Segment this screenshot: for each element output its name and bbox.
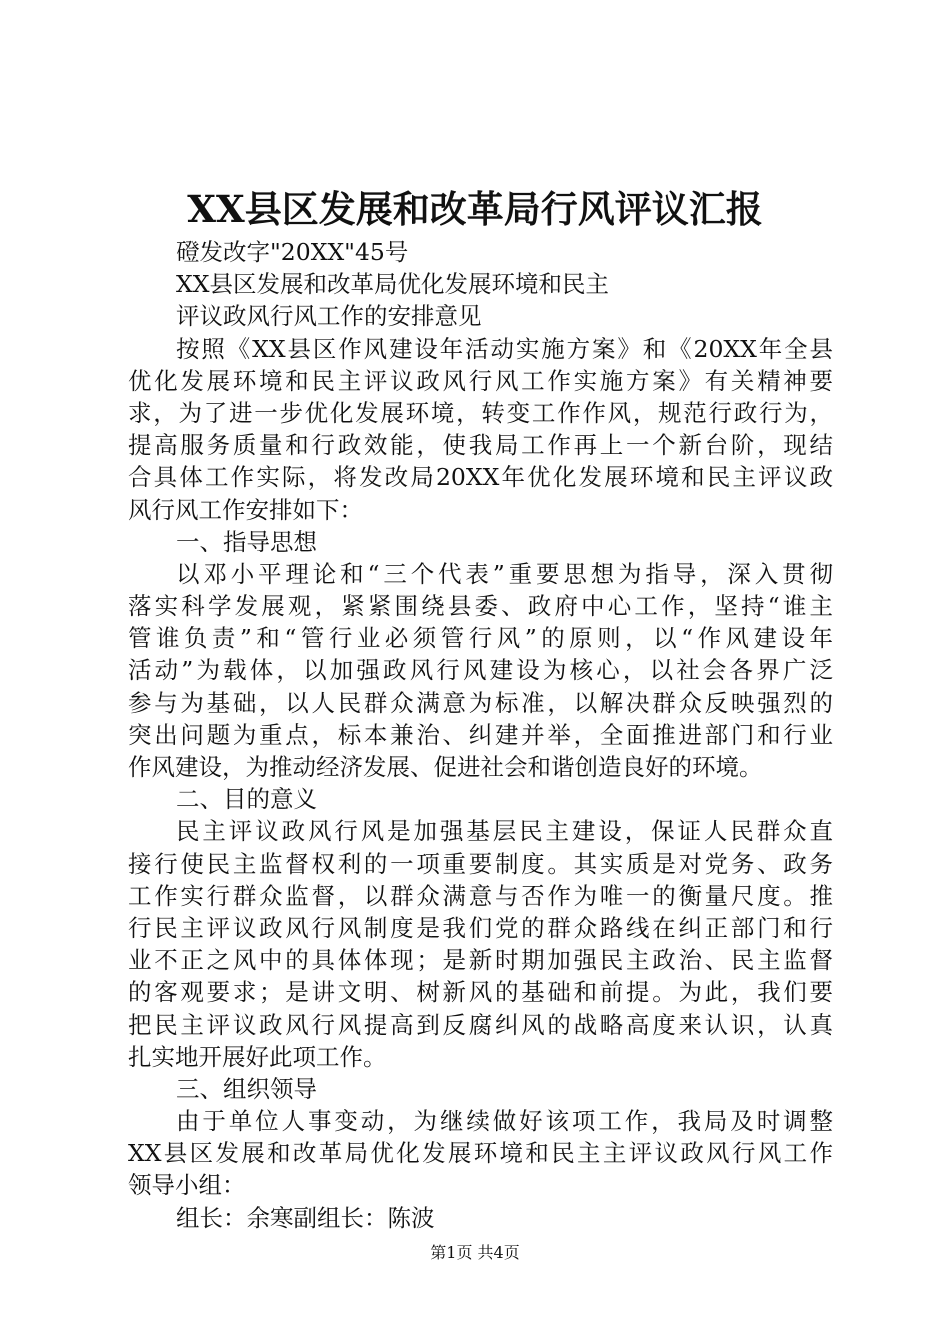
document-number: 磴发改字"20XX"45号 — [176, 238, 409, 266]
paragraph-line: 的客观要求；是讲文明、树新风的基础和前提。为此，我们要 — [128, 978, 833, 1007]
paragraph-line: 工作实行群众监督，以群众满意与否作为唯一的衡量尺度。推 — [128, 881, 833, 910]
leadership-line: 组长：余寒副组长：陈波 — [176, 1203, 435, 1232]
paragraph-line: 民主评议政风行风是加强基层民主建设，保证人民群众直 — [176, 817, 833, 846]
paragraph-line: 风行风工作安排如下： — [128, 495, 363, 524]
paragraph-line: 活动”为载体，以加强政风行风建设为核心，以社会各界广泛 — [128, 656, 833, 685]
page-footer: 第1页 共4页 — [430, 1243, 520, 1262]
document-title: XX县区发展和改革局行风评议汇报 — [187, 187, 763, 231]
paragraph-line: XX县区发展和改革局优化发展环境和民主主评议政风行风工作 — [128, 1139, 833, 1168]
paragraph-line: 提高服务质量和行政效能，使我局工作再上一个新台阶，现结 — [128, 431, 833, 460]
paragraph-line: 优化发展环境和民主评议政风行风工作实施方案》有关精神要 — [128, 366, 833, 395]
paragraph-line: 落实科学发展观，紧紧围绕县委、政府中心工作，坚持“谁主 — [128, 592, 833, 621]
section-heading: 一、指导思想 — [176, 527, 317, 556]
paragraph-line: 扎实地开展好此项工作。 — [128, 1042, 387, 1071]
subtitle-line-2: 评议政风行风工作的安排意见 — [176, 302, 482, 331]
document-body — [128, 236, 833, 1234]
section-heading: 三、组织领导 — [176, 1074, 317, 1103]
paragraph-line: 管谁负责”和“管行业必须管行风”的原则，以“作风建设年 — [128, 624, 833, 653]
paragraph-line: 由于单位人事变动，为继续做好该项工作，我局及时调整 — [176, 1107, 833, 1136]
paragraph-line: 业不正之风中的具体体现；是新时期加强民主政治、民主监督 — [128, 946, 833, 975]
subtitle-line-1: XX县区发展和改革局优化发展环境和民主 — [176, 270, 609, 299]
paragraph-line: 参与为基础，以人民群众满意为标准，以解决群众反映强烈的 — [128, 688, 833, 717]
paragraph-line: 行民主评议政风行风制度是我们党的群众路线在纠正部门和行 — [128, 913, 833, 942]
paragraph-line: 合具体工作实际，将发改局20XX年优化发展环境和民主评议政 — [128, 463, 833, 492]
paragraph-line: 接行使民主监督权利的一项重要制度。其实质是对党务、政务 — [128, 849, 833, 878]
paragraph-line: 突出问题为重点，标本兼治、纠建并举，全面推进部门和行业 — [128, 720, 833, 749]
section-heading: 二、目的意义 — [176, 785, 317, 814]
paragraph-line: 以邓小平理论和“三个代表”重要思想为指导，深入贯彻 — [176, 559, 833, 588]
paragraph-line: 按照《XX县区作风建设年活动实施方案》和《20XX年全县 — [176, 334, 833, 363]
paragraph-line: 作风建设，为推动经济发展、促进社会和谐创造良好的环境。 — [128, 753, 763, 781]
paragraph-line: 求，为了进一步优化发展环境，转变工作作风，规范行政行为， — [128, 398, 833, 427]
paragraph-line: 把民主评议政风行风提高到反腐纠风的战略高度来认识，认真 — [128, 1010, 833, 1039]
paragraph-line: 领导小组： — [128, 1171, 246, 1200]
